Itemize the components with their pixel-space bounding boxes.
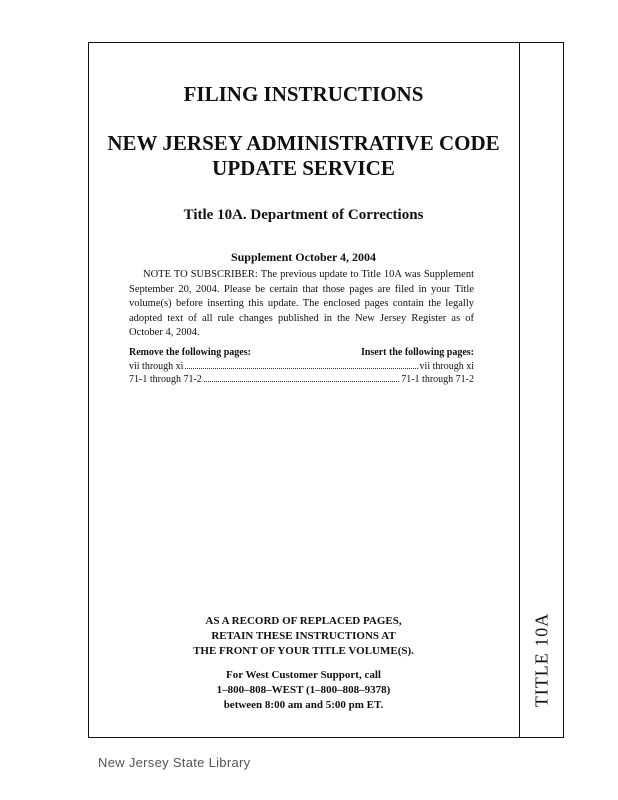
support-line: between 8:00 am and 5:00 pm ET. [223, 699, 384, 711]
dot-leader [204, 381, 399, 382]
subscriber-note: NOTE TO SUBSCRIBER: The previous update to Title 10A was Supplement September 20, 2004. Please be certain that those pages are filed in your Title volume(s) before inserting this update. The enclosed pages contain the legally adopted text of all rule changes published in the New Jersey Register as of October 4, 2004. [129, 269, 474, 338]
support-line: 1–800–808–WEST (1–800–808–9378) [216, 684, 391, 696]
supplement-date: Supplement October 4, 2004 [230, 250, 377, 264]
list-item [129, 373, 474, 386]
record-instructions [88, 614, 519, 659]
list-item [129, 360, 474, 373]
insert-pages: 71-1 through 71-2 [401, 374, 474, 385]
remove-header: Remove the following pages: [129, 347, 251, 358]
page-replacement-list [129, 347, 474, 386]
record-line: THE FRONT OF YOUR TITLE VOLUME(S). [193, 645, 414, 657]
code-title [88, 131, 519, 181]
code-title-line: UPDATE SERVICE [212, 156, 395, 180]
support-line: For West Customer Support, call [226, 669, 381, 681]
page-title: FILING INSTRUCTIONS [183, 82, 424, 106]
insert-header: Insert the following pages: [360, 347, 474, 358]
code-title-line: NEW JERSEY ADMINISTRATIVE CODE [107, 131, 500, 155]
record-line: AS A RECORD OF REPLACED PAGES, [205, 615, 402, 627]
page-list-header [129, 347, 474, 358]
dot-leader [185, 368, 417, 369]
remove-pages: vii through xi [129, 361, 184, 372]
record-line: RETAIN THESE INSTRUCTIONS AT [211, 630, 396, 642]
customer-support [88, 668, 519, 713]
title-subheading: Title 10A. Department of Corrections [183, 207, 424, 223]
insert-pages: vii through xi [419, 361, 474, 372]
title-tab-label: TITLE 10A [531, 612, 552, 708]
remove-pages: 71-1 through 71-2 [129, 374, 202, 385]
library-stamp: New Jersey State Library [98, 755, 251, 770]
tab-divider [519, 42, 520, 738]
